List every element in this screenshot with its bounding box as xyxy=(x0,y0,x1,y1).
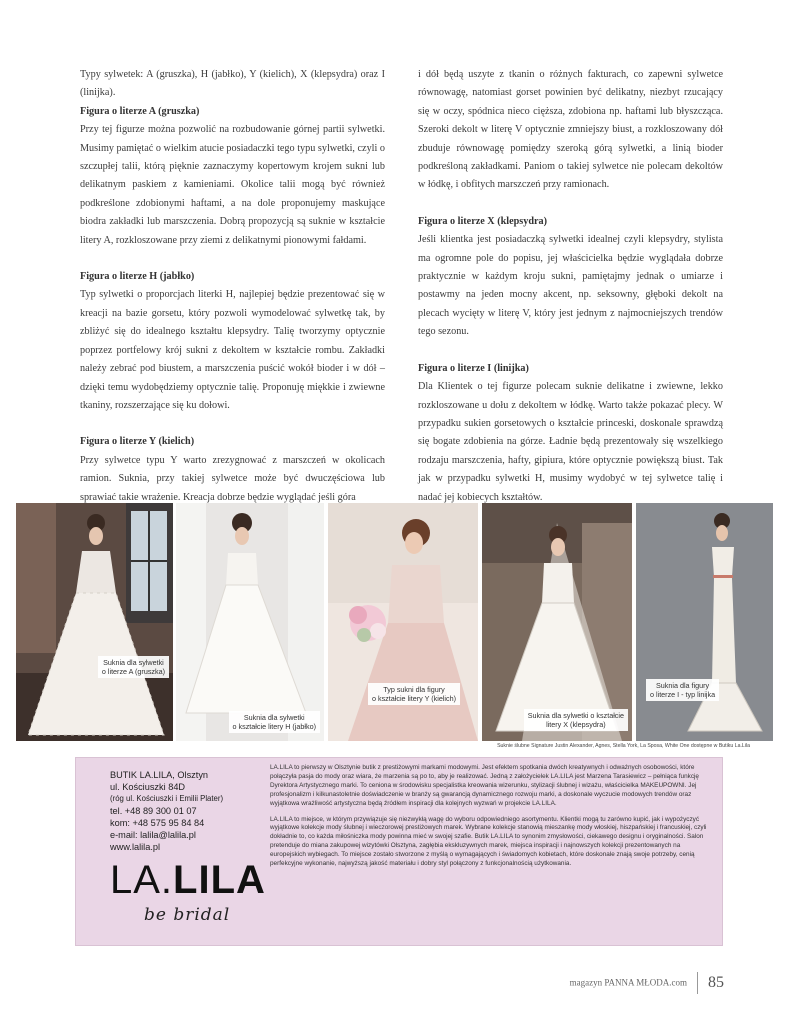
section-heading-i: Figura o literze I (linijka) xyxy=(418,362,529,374)
dress-photo-y xyxy=(328,503,478,741)
footer-divider xyxy=(697,972,698,994)
section-text-y: Przy sylwetce typu Y warto zrezygnować z marszczeń w okolicach ramion. Suknia, przy takiej sylwetce może być dwuczęściowa lub sprawiać takie wrażenie. Kreacja dobrze będzie wyglądać jeśli góra xyxy=(80,454,385,503)
dress-caption-a-line1: Suknia dla sylwetki xyxy=(103,658,164,667)
section-text-h: Typ sylwetki o proporcjach literki H, najlepiej będzie prezentować się w kreacji na bazie gorsetu, który pozwoli wymodelować sylwetkę tak, by zbliżyć się do idealnego kształtu klepsydry. Talię tworzymy optycznie poprzez portfelowy krój sukni z dekoltem w kształcie rombu. Zakładki należy zebrać pod biustem, a marszczenia puścić wokół bioder i w dół – dzięki temu wydobędziemy optycznie talię. Proponuję miękkie i zwiewne tkaniny, rozszerzające się ku dołowi. xyxy=(80,289,385,411)
lalila-logo xyxy=(110,858,266,903)
dress-caption-h xyxy=(229,711,320,733)
continuation-paragraph: i dół będą uszyte z tkanin o różnych fakturach, co zapewni sylwetce równowagę, natomiast gorset powinien być delikatny, niezbyt rzucający się w oczy, spódnica nieco cięższa, zdobiona np. haftami lub błyszcząca. Szeroki dekolt w literę V optycznie zmniejszy biust, a rozkloszowany dół zbuduje równowagę pomiędzy szeroką górą sylwetki, a linią bioder podkreśloną zakładkami. Paniom o takiej sylwetce nie polecam dekoltów w łódkę, i obfitych marszczeń przy ramionach. xyxy=(418,69,723,191)
dress-photo-a xyxy=(16,503,173,741)
logo-part-light: LA. xyxy=(110,858,174,902)
dress-caption-i-line1: Suknia dla figury xyxy=(655,681,710,690)
page-footer xyxy=(570,972,724,994)
section-text-a: Przy tej figurze można pozwolić na rozbudowanie górnej partii sylwetki. Musimy pamiętać o wielkim atucie posiadaczki tego typu sylwetki, czyli o szczupłej talii, którą pięknie zaznaczymy kopertowym krojem sukni lub delikatnym paskiem z kamieniami. Okolice talii mogą być również podkreślone zdobionymi haftami, a na dole proponujemy maskujące biodra zakładki lub marszczenia. Dobrą propozycją są suknie w kształcie litery A, rozkloszowane przy ziemi z delikatnymi pionowymi fałdami. xyxy=(80,124,385,246)
intro-paragraph: Typy sylwetek: A (gruszka), H (jabłko), Y (kielich), X (klepsydra) oraz I (linijka). xyxy=(80,69,385,99)
section-heading-a: Figura o literze A (gruszka) xyxy=(80,105,200,117)
boutique-info-box xyxy=(75,757,723,946)
dress-caption-y-line2: o kształcie litery Y (kielich) xyxy=(372,694,457,703)
logo-part-bold: LILA xyxy=(173,858,266,902)
boutique-phone: tel. +48 89 300 01 07 xyxy=(110,806,197,816)
section-heading-x: Figura o literze X (klepsydra) xyxy=(418,215,548,227)
dress-caption-x-line1: Suknia dla sylwetki o kształcie xyxy=(527,711,624,720)
dress-photo-h xyxy=(176,503,324,741)
dress-caption-y xyxy=(368,683,460,705)
article-column-right xyxy=(418,66,723,507)
boutique-paragraph-2: LA.LILA to miejsce, w którym przywiązuje się niezwykłą wagę do wyboru odpowiedniego asortymentu. Klientki mogą tu zarówno kupić, jak i wypożyczyć wyjątkowe kolekcje mody ślubnej i wieczorowej prestiżowych marek. Wybrane kolekcje stanowią mieszankę mody włoskiej, hiszpańskiej i francuskiej, czyli dokładnie to, co każda miłośniczka mody powinna mieć w swojej szafie. Butik LA.LILA to synonim zmysłowości, ciekawego designu i oryginalności. Salon pretenduje do miana zakupowej wizytówki Olsztyna, zagłębia ekskluzywnych marek, miejsca inspiracji i najnowszych kolekcji prezentowanych na europejskich wybiegach. To miejsce zostało stworzone z myślą o wymagających i świadomych kobietach, które doskonale znają swoje potrzeby, cenią perfekcyjne wykonanie, najwyższą jakość materiału i dobry styl połączony z funkcjonalnością użytkowania. xyxy=(270,815,707,868)
photo-credits: Suknie ślubne Signature Justin Alexander, Agnes, Stella York, La Sposa, White One dostępne w Butiku La.Lila xyxy=(497,743,750,749)
dress-photo-strip xyxy=(16,503,773,741)
boutique-email: e-mail: lalila@lalila.pl xyxy=(110,830,196,840)
boutique-mobile: kom: +48 575 95 84 84 xyxy=(110,818,205,828)
boutique-description xyxy=(270,764,715,869)
magazine-name: magazyn PANNA MŁODA.com xyxy=(569,977,687,988)
article-column-left xyxy=(80,66,385,507)
dress-caption-i-line2: o literze I - typ linijka xyxy=(650,690,716,699)
page-number: 85 xyxy=(708,974,724,991)
dress-caption-a-line2: o literze A (gruszka) xyxy=(101,667,165,676)
dress-caption-a xyxy=(98,656,169,678)
boutique-name: BUTIK LA.LILA, Olsztyn xyxy=(110,770,209,780)
dress-caption-x-line2: litery X (klepsydra) xyxy=(546,720,606,729)
dress-photo-i xyxy=(636,503,773,741)
boutique-address xyxy=(110,769,223,853)
section-heading-h: Figura o literze H (jabłko) xyxy=(80,271,195,283)
logo-tagline: be bridal xyxy=(144,905,231,925)
dress-caption-i xyxy=(646,679,719,701)
dress-caption-y-line1: Typ sukni dla figury xyxy=(383,685,445,694)
dress-caption-h-line1: Suknia dla sylwetki xyxy=(243,713,305,722)
dress-photo-x xyxy=(482,503,632,741)
boutique-street: ul. Kościuszki 84D xyxy=(110,782,186,792)
boutique-corner: (róg ul. Kościuszki i Emilii Plater) xyxy=(110,794,224,803)
dress-caption-x xyxy=(524,709,628,731)
boutique-paragraph-1: LA.LILA to pierwszy w Olsztynie butik z prestiżowymi markami modowymi. Jest efektem spotkania dwóch kreatywnych i odważnych osobowości, które połączyła pasja do mody oraz wiara, że marzenia są po to, aby je realizować. Jedną z założycielek LA.LILA jest Marzena Tarasiewicz – pełniąca funkcję Dyrektora Artystycznego marki. To ceniona w środowisku specjalistka kreowania wizerunku, stylizacji ślubnej i wizażu, właścicielka MAKEUPOWNI. Jej profesjonalizm i kilkunastoletnie doświadczenie w branży są gwarancją dynamicznego rozwoju marki, a doskonale wyczucie modowych trendów oraz wyjątkowa wrażliwość artystyczna będą źródłem inspiracji dla kolejnych wyzwań w projekcie LA.LILA. xyxy=(270,764,699,807)
section-text-x: Jeśli klientka jest posiadaczką sylwetki idealnej czyli klepsydry, stylista ma ogromne pole do popisu, jej właścicielka będzie wyglądała dobrze praktycznie w każdym kroju sukni, pamiętajmy jednak o umiarze i postawmy na jeden mocny akcent, np. seksowny, głęboki dekolt na plecach wycięty w literę V, który jest jednym z najmocniejszych trendów tego sezonu. xyxy=(418,234,723,338)
boutique-website: www.lalila.pl xyxy=(110,842,161,852)
section-heading-y: Figura o literze Y (kielich) xyxy=(80,436,195,448)
section-text-i: Dla Klientek o tej figurze polecam suknie delikatne i zwiewne, lekko rozkloszowane u dołu z dekoltem w łódkę. Warto także pokazać plecy. W przypadku sukien gorsetowych o kształcie princeski, doskonale sprawdzą się bogate zdobienia na górze. Ładnie będą prezentowały się wszelkiego rodzaju marszczenia, hafty, gipiura, które optycznie powiększą biust. Tak jak w przypadku sylwetki H, musimy wydobyć w tej sylwetce talię i nadać jej kobiecych kształtów. xyxy=(418,381,723,503)
dress-caption-h-line2: o kształcie litery H (jabłko) xyxy=(232,722,316,731)
